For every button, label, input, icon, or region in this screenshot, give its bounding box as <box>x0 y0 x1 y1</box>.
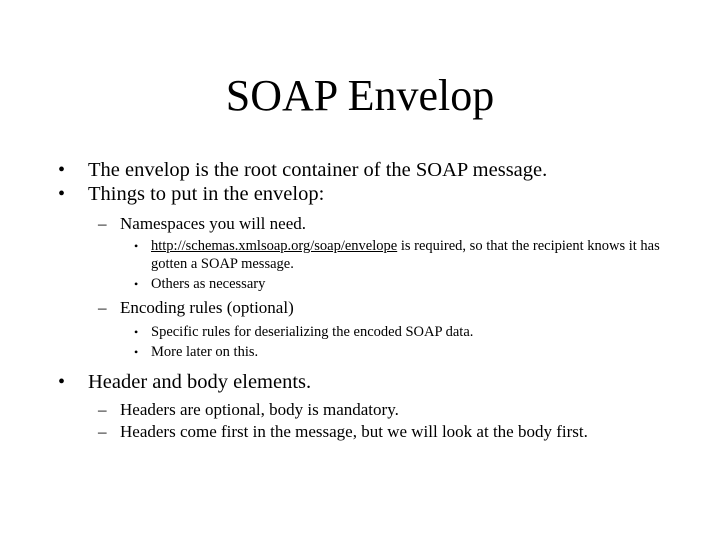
sub-sub-bullet-text: is required, so that the recipient knows it has gotten a SOAP message. <box>151 238 660 272</box>
sub-bullet-point <box>58 400 698 420</box>
bullet-marker: • <box>58 183 66 205</box>
bullet-text: Things to put in the envelop: <box>88 183 325 205</box>
sub-sub-bullet-point <box>58 324 698 342</box>
sub-sub-bullet-point <box>58 344 698 362</box>
sub-bullet-text: Headers come first in the message, but we will look at the body first. <box>120 421 588 441</box>
sub-bullet-point <box>58 214 698 234</box>
dash-marker: – <box>98 214 107 233</box>
sub-bullet-point <box>58 422 698 442</box>
bullet-point <box>58 182 698 206</box>
bullet-marker: • <box>58 370 66 393</box>
bullet-marker: • <box>134 277 139 291</box>
sub-sub-bullet-text: Specific rules for deserializing the encoded SOAP data. <box>151 323 474 340</box>
bullet-point <box>58 370 698 394</box>
bullet-marker: • <box>134 239 139 253</box>
sub-bullet-text: Headers are optional, body is mandatory. <box>120 399 399 419</box>
sub-bullet-point <box>58 298 698 318</box>
bullet-marker: • <box>134 345 139 359</box>
sub-sub-bullet-point <box>58 238 698 273</box>
envelope-namespace-link[interactable]: http://schemas.xmlsoap.org/soap/envelope <box>151 238 398 254</box>
sub-sub-bullet-point <box>58 276 698 294</box>
dash-marker: – <box>98 399 107 419</box>
sub-sub-bullet-text: Others as necessary <box>151 276 266 292</box>
dash-marker: – <box>98 297 107 317</box>
bullet-text: The envelop is the root container of the SOAP message. <box>88 159 548 181</box>
bullet-text: Header and body elements. <box>88 370 312 393</box>
sub-bullet-text: Namespaces you will need. <box>120 214 306 233</box>
bullet-marker: • <box>58 159 66 181</box>
sub-bullet-text: Encoding rules (optional) <box>120 297 294 317</box>
sub-sub-bullet-text: More later on this. <box>151 344 259 360</box>
bullet-point <box>58 158 698 182</box>
dash-marker: – <box>98 421 107 441</box>
slide-body <box>58 158 698 442</box>
bullet-marker: • <box>134 324 139 339</box>
slide-title: SOAP Envelop <box>225 71 495 120</box>
